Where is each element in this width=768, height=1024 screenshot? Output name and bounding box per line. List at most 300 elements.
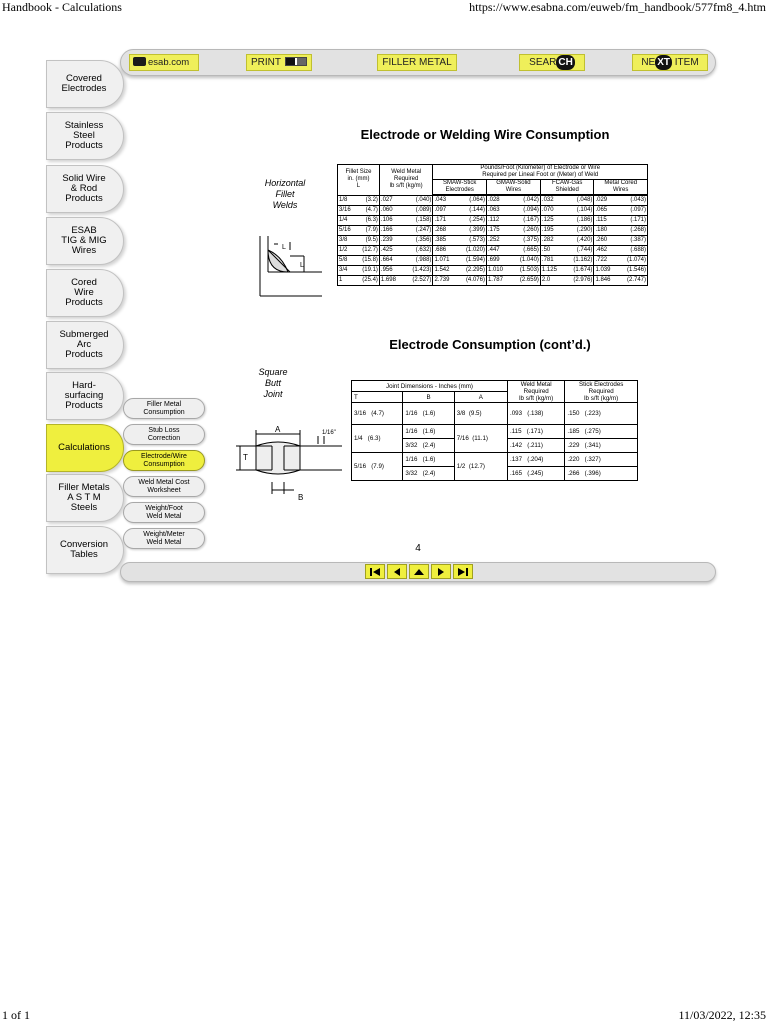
header-gmaw: GMAW-Solid Wires [486,180,540,196]
cell-weld [507,453,564,467]
sub-nav-weight-meter[interactable]: Weight/Meter Weld Metal [123,528,205,549]
cell-t-in: 1/4 [354,435,363,442]
next-page-button[interactable] [431,564,451,579]
cell-metric-value: (2.295) [465,267,485,273]
cell-stick [565,467,638,481]
cell-value: .239 [380,237,393,243]
last-page-button[interactable] [453,564,473,579]
cell-fcaw [540,205,594,215]
cell-weld-lb: .115 [509,428,522,435]
cell-metric-value: (.167) [523,217,539,223]
cell-metric-value: (.387) [630,237,646,243]
cell-smaw [433,265,487,275]
cell-metal-cored [594,235,648,245]
cell-fcaw [540,195,594,205]
print-header-title: Handbook - Calculations [2,0,122,14]
cell-value: .781 [541,257,554,263]
table-row [338,225,648,235]
cell-gmaw [486,235,540,245]
cell-weld-metal [379,215,433,225]
dim-b-label: B [298,493,304,502]
cell-value: 5/8 [339,257,348,263]
cell-metric-value: (.144) [469,207,485,213]
cell-a-mm: (9.5) [468,410,482,417]
butt-joint-table [351,380,638,481]
cell-value: .063 [487,207,500,213]
nav-tab-cored-wire[interactable]: Cored Wire Products [46,269,124,317]
cell-metric-value: (.260) [523,227,539,233]
cell-value: 1/2 [339,247,348,253]
cell-value: .106 [380,217,393,223]
cell-a-in: 1/2 [456,463,466,470]
cell-metric-value: (2.976) [573,277,593,283]
cell-metric-value: (.254) [469,217,485,223]
cell-fcaw [540,235,594,245]
cell-smaw [433,205,487,215]
cell-stick-kg: (.223) [584,410,601,417]
cell-metric-value: (1.423) [412,267,432,273]
cell-weld [507,439,564,453]
search-label: SEAR [529,57,557,68]
cell-b-mm: (1.6) [422,456,436,463]
header-fillet-size: Fillet Size in. (mm) L [338,165,380,196]
cell-metric-value: (1.546) [626,267,646,273]
print-footer [0,1008,768,1024]
cell-value: 1.698 [380,277,396,283]
cell-gmaw [486,245,540,255]
cell-metric-value: (.247) [415,227,432,233]
cell-metric-value: (19.1) [362,267,378,273]
cell-value: .070 [541,207,554,213]
nav-tab-conversion-tables[interactable]: Conversion Tables [46,526,124,574]
previous-page-icon [391,567,403,577]
cell-metric-value: (.356) [415,237,432,243]
cell-value: 1.039 [595,267,611,273]
cell-weld-lb: .137 [509,456,523,463]
cell-t-in: 5/16 [354,463,367,470]
cell-a [454,403,507,425]
cell-weld-lb: .165 [509,470,523,477]
cell-metric-value: (25.4) [362,277,378,283]
cell-metric-value: (1.594) [465,257,485,263]
cell-fcaw [540,245,594,255]
fillet-table-body [338,195,648,285]
last-page-icon [457,567,469,577]
cell-weld-kg: (.171) [526,428,543,435]
cell-weld-metal [379,255,433,265]
cell-metric-value: (.104) [576,207,593,213]
header-t: T [352,392,403,403]
header-stick-electrodes: Stick Electrodes Required lb s/ft (kg/m) [565,381,638,403]
cell-metric-value: (.988) [415,257,432,263]
cell-b [403,425,454,439]
cell-metric-value: (.040) [415,197,432,203]
header-smaw: SMAW-Stick Electrodes [433,180,487,196]
cell-fcaw [540,255,594,265]
cell-gmaw [486,215,540,225]
cell-smaw [433,195,487,205]
cell-b-mm: (1.6) [422,428,436,435]
header-weld-metal: Weld Metal Required lb s/ft (kg/m) [379,165,433,196]
next-label-item: ITEM [674,57,699,68]
cell-value: .282 [541,237,554,243]
cell-weld-metal [379,275,433,285]
cell-stick [565,403,638,425]
cell-t-mm: (7.9) [371,463,384,470]
cell-value: .699 [487,257,500,263]
nav-tab-submerged-arc[interactable]: Submerged Arc Products [46,321,124,369]
cell-value: .195 [541,227,554,233]
cell-smaw [433,255,487,265]
cell-value: .252 [487,237,500,243]
cell-weld-metal [379,195,433,205]
cell-value: .115 [595,217,607,223]
filler-metal-button[interactable]: FILLER METAL [377,54,457,71]
previous-page-button[interactable] [387,564,407,579]
cell-stick [565,453,638,467]
cell-stick-lb: .150 [567,410,580,417]
cell-b-in: 1/16 [405,410,418,417]
cell-metal-cored [594,205,648,215]
cell-value: 2.0 [541,277,551,283]
cell-value: .027 [380,197,393,203]
cell-gmaw [486,275,540,285]
cell-a-in: 3/8 [456,410,466,417]
cell-value: .385 [434,237,447,243]
next-label-highlight: XT [657,57,670,68]
cell-smaw [433,235,487,245]
cell-smaw [433,245,487,255]
cell-gmaw [486,205,540,215]
cell-metal-cored [594,225,648,235]
cell-weld [507,425,564,439]
header-joint-dimensions: Joint Dimensions - Inches (mm) [352,381,508,392]
cell-metric-value: (.688) [630,247,646,253]
up-icon [413,567,425,577]
cell-t [352,425,403,453]
cell-gmaw [486,255,540,265]
cell-metric-value: (.268) [630,227,646,233]
cell-metric-value: (1.674) [573,267,593,273]
table-row [338,195,648,205]
section-title-consumption-contd: Electrode Consumption (cont’d.) [389,337,591,352]
cell-weld-kg: (.138) [527,410,544,417]
table-row [352,425,638,439]
cell-metal-cored [594,265,648,275]
caption-square-butt: Square Butt Joint [258,367,288,399]
cell-value: 3/4 [339,267,348,273]
table-row [338,215,648,225]
search-button[interactable] [519,54,585,71]
cell-t [352,403,403,425]
cell-b [403,467,454,481]
cell-value: .268 [434,227,447,233]
header-metal-cored: Metal Cored Wires [594,180,648,196]
cell-smaw [433,275,487,285]
cell-stick-kg: (.275) [584,428,601,435]
cell-metric-value: (1.162) [573,257,593,263]
print-button[interactable] [246,54,312,71]
cell-metric-value: (.097) [630,207,646,213]
cell-metal-cored [594,195,648,205]
cell-a [454,453,507,481]
cell-b-mm: (1.6) [422,410,436,417]
cell-value: .956 [380,267,393,273]
cell-value: .125 [541,217,554,223]
cell-fcaw [540,215,594,225]
cell-metric-value: (.089) [415,207,432,213]
cell-weld-kg: (.211) [527,442,543,449]
cell-a-mm: (11.1) [472,435,488,442]
cell-value: .722 [595,257,608,263]
cell-t-mm: (4.7) [371,410,384,417]
cell-b-mm: (2.4) [422,442,436,449]
cell-value: .032 [541,197,554,204]
cell-weld [507,467,564,481]
table2-header-row [352,381,638,392]
cell-gmaw [486,195,540,205]
cell-metric-value: (1.040) [519,257,539,263]
cell-value: .171 [434,217,447,223]
cell-weld-metal [379,265,433,275]
cell-metric-value: (.744) [576,247,593,253]
cell-value: .166 [380,227,393,233]
next-label: NE [641,57,656,68]
cell-stick-lb: .229 [567,442,580,449]
cell-gmaw [486,225,540,235]
cell-fillet-size [338,245,380,255]
header-weld-metal-required: Weld Metal Required lb s/ft (kg/m) [507,381,564,403]
first-page-icon [369,567,381,577]
table-header-row [338,165,648,180]
cell-weld-lb: .142 [509,442,523,449]
fillet-leg-label-2: L [300,262,304,269]
print-header-url[interactable]: https://www.esabna.com/euweb/fm_handbook/577fm8_4.htm [469,0,766,14]
square-butt-joint-diagram [232,424,344,508]
cell-t [352,453,403,481]
cell-metric-value: (.632) [415,247,432,253]
dim-gap-label: 1/16" [322,430,336,436]
cell-value: .028 [487,197,500,204]
nav-tab-calculations[interactable]: Calculations [46,424,124,472]
next-item-button[interactable] [632,54,708,71]
cell-b-in: 1/16 [405,428,418,435]
cell-fillet-size [338,205,380,215]
cell-gmaw [486,265,540,275]
cell-value: .664 [380,257,393,263]
cell-value: 1.542 [434,267,450,273]
sub-nav-weight-foot[interactable]: Weight/Foot Weld Metal [123,502,205,523]
top-toolbar [120,49,716,76]
sub-nav-weld-metal-cost[interactable]: Weld Metal Cost Worksheet [123,476,205,497]
first-page-button[interactable] [365,564,385,579]
header-pounds-per-foot: Pounds/Foot (Kilometer) of Electrode or Wire Required per Lineal Foot or (Meter) of Weld [433,165,648,180]
cell-fillet-size [338,215,380,225]
up-button[interactable] [409,564,429,579]
cell-b-in: 3/32 [405,470,418,477]
cell-stick-lb: .185 [567,428,580,435]
cell-a-mm: (12.7) [468,463,485,470]
esab-logo-icon [133,57,146,66]
cell-fcaw [540,275,594,285]
cell-metric-value: (1.503) [519,267,539,273]
cell-value: .447 [487,247,500,253]
cell-metric-value: (.665) [523,247,539,253]
cell-value: .180 [595,227,608,233]
nav-tab-covered-electrodes[interactable]: Covered Electrodes [46,60,124,108]
cell-value: .029 [595,197,608,204]
table-row [338,245,648,255]
print-footer-timestamp: 11/03/2022, 12:35 [678,1008,766,1022]
cell-value: 1.846 [595,277,611,283]
header-b: B [403,392,454,403]
cell-value: 1.071 [434,257,450,263]
cell-b-in: 1/16 [405,456,418,463]
table-row [338,275,648,285]
cell-metric-value: (4.076) [465,277,485,283]
cell-metric-value: (7.9) [365,227,378,233]
cell-metal-cored [594,275,648,285]
cell-value: .175 [487,227,500,233]
nav-tab-filler-metals-astm[interactable]: Filler Metals A S T M Steels [46,474,124,522]
header-fcaw: FCAW-Gas Shielded [540,180,594,196]
cell-metric-value: (.399) [469,227,485,233]
cell-weld-kg: (.204) [527,456,544,463]
cell-metal-cored [594,255,648,265]
cell-smaw [433,225,487,235]
sub-nav-electrode-wire-consumption[interactable]: Electrode/Wire Consumption [123,450,205,471]
cell-metric-value: (1.020) [465,247,485,253]
cell-weld-metal [379,245,433,255]
cell-value: 5/16 [339,227,351,233]
cell-metric-value: (.171) [630,217,646,223]
sub-nav-filler-metal-consumption[interactable]: Filler Metal Consumption [123,398,205,419]
dim-t-label: T [243,453,248,462]
cell-fcaw [540,265,594,275]
cell-stick [565,425,638,439]
esab-home-link[interactable] [129,54,199,71]
nav-tab-hardsurfacing[interactable]: Hard- surfacing Products [46,372,124,420]
cell-b [403,403,454,425]
cell-stick-lb: .220 [567,456,580,463]
table-row [338,205,648,215]
nav-tab-solid-wire[interactable]: Solid Wire & Rod Products [46,165,124,213]
cell-metric-value: (.420) [576,237,593,243]
cell-value: 3/16 [339,207,351,213]
cell-value: 1/8 [339,197,348,203]
cell-value: .060 [380,207,393,213]
pager [365,564,473,579]
dim-a-label: A [275,425,281,434]
cell-metric-value: (.375) [523,237,539,243]
cell-weld-kg: (.245) [527,470,544,477]
cell-metric-value: (15.8) [362,257,378,263]
sub-nav-stub-loss-correction[interactable]: Stub Loss Correction [123,424,205,445]
cell-metric-value: (12.7) [362,247,378,253]
cell-metric-value: (4.7) [365,207,378,213]
cell-metric-value: (3.2) [365,197,378,203]
cell-fillet-size [338,255,380,265]
cell-stick-kg: (.396) [584,470,601,477]
cell-metric-value: (.290) [576,227,593,233]
cell-value: .425 [380,247,393,253]
cell-value: 1.125 [541,267,557,273]
cell-metric-value: (2.659) [519,277,539,283]
cell-weld-metal [379,205,433,215]
cell-value: .043 [434,197,447,204]
cell-b [403,453,454,467]
cell-t-mm: (6.3) [367,435,381,442]
cell-metric-value: (9.5) [365,237,378,243]
page-number: 4 [415,543,421,554]
print-header [0,0,768,16]
fillet-leg-label-1: L [282,244,286,251]
cell-a [454,425,507,453]
next-page-icon [435,567,447,577]
cell-value: 1 [339,277,343,283]
cell-fillet-size [338,275,380,285]
cell-fillet-size [338,195,380,205]
table-row [338,255,648,265]
cell-value: .50 [541,247,551,253]
cell-value: 1.010 [487,267,503,273]
horizontal-fillet-weld-diagram [254,230,328,300]
cell-value: 2.739 [434,277,450,283]
cell-fcaw [540,225,594,235]
cell-b-mm: (2.4) [422,470,436,477]
cell-value: .112 [487,217,500,223]
cell-value: .097 [434,207,447,213]
cell-value: .462 [595,247,608,253]
print-footer-page: 1 of 1 [2,1008,30,1022]
cell-value: 1.787 [487,277,503,283]
cell-metric-value: (.573) [469,237,485,243]
cell-fillet-size [338,225,380,235]
search-label-highlight: CH [558,57,573,68]
cell-metric-value: (.048) [576,197,593,204]
cell-weld [507,403,564,425]
table-row [338,265,648,275]
cell-metric-value: (.186) [576,217,593,223]
printer-icon [285,57,307,66]
cell-metric-value: (.158) [415,217,432,223]
cell-metric-value: (6.3) [365,217,378,223]
table-row [338,235,648,245]
cell-stick-lb: .266 [567,470,580,477]
table-row [352,453,638,467]
cell-value: .065 [595,207,608,213]
nav-tab-stainless-steel[interactable]: Stainless Steel Products [46,112,124,160]
cell-value: 3/8 [339,237,348,243]
nav-tab-tig-mig-wires[interactable]: ESAB TIG & MIG Wires [46,217,124,265]
section-title-consumption: Electrode or Welding Wire Consumption [360,127,610,142]
cell-metal-cored [594,215,648,225]
cell-b [403,439,454,453]
cell-metric-value: (.042) [523,197,539,204]
cell-metric-value: (1.074) [626,257,646,263]
cell-value: .686 [434,247,447,253]
cell-b-in: 3/32 [405,442,418,449]
header-a: A [454,392,507,403]
cell-value: .260 [595,237,608,243]
cell-t-in: 3/16 [354,410,367,417]
cell-metal-cored [594,245,648,255]
cell-stick [565,439,638,453]
table-row [352,403,638,425]
bottom-nav-bar [120,562,716,582]
cell-fillet-size [338,235,380,245]
print-label: PRINT [251,57,281,68]
